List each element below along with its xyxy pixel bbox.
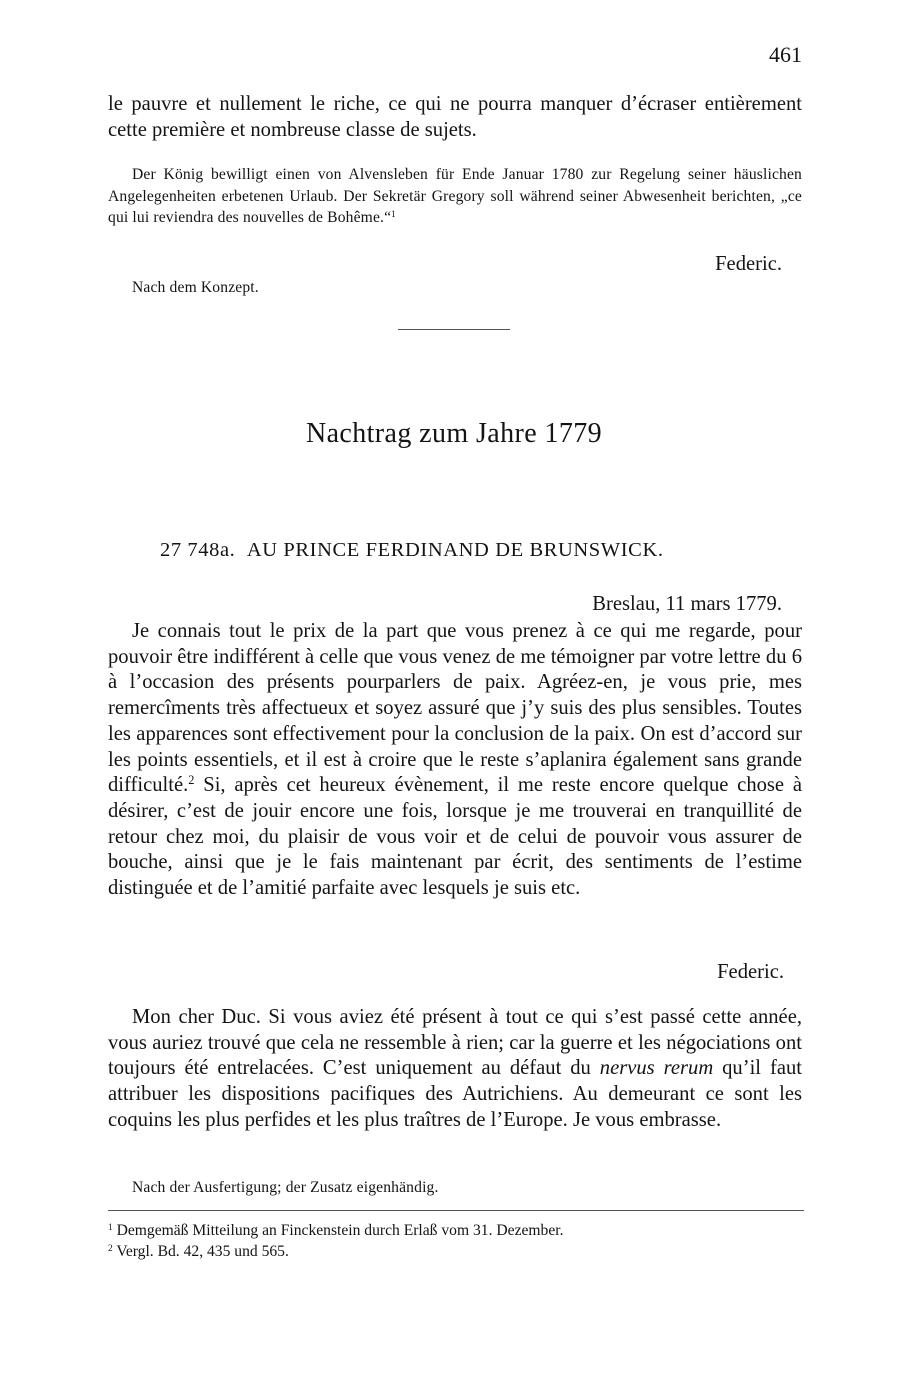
letter-place-date: Breslau, 11 mars 1779. [592, 593, 782, 615]
postscript-part1: Mon cher Duc. Si vous aviez été présent à tout ce qui s’est passé cette année, vous auriez trouvé que cela ne ressemble à rien; car la guerre et les négociations ont toujours été entrelacées. C’est uniquement au défaut du [108, 1006, 802, 1080]
note-source: Nach dem Konzept. [132, 279, 259, 296]
section-title: Nachtrag zum Jahre 1779 [305, 418, 603, 449]
footnote-mark-2: 2 [108, 1243, 113, 1254]
postscript-part2: qu’il faut attribuer les dispositions pacifiques des Autrichiens. Au demeurant ce sont les coquins les plus perfides et les plus traîtres de l’Europe. Je vous embrasse. [108, 1057, 802, 1131]
summary-note-text [108, 164, 802, 229]
footnotes [108, 1220, 802, 1262]
letter-body [108, 619, 802, 902]
letter-postscript-text [108, 1005, 802, 1134]
footnote-2-text: Vergl. Bd. 42, 435 und 565. [116, 1243, 289, 1260]
footnote-ref-1[interactable]: 1 [391, 209, 396, 220]
postscript-italic: nervus rerum [599, 1057, 714, 1080]
letter-recipient: AU PRINCE FERDINAND DE BRUNSWICK. [246, 539, 664, 561]
continuation-paragraph [108, 92, 802, 143]
letter-postscript [108, 1005, 802, 1134]
letter-heading [160, 539, 800, 562]
continuation-text: le pauvre et nullement le riche, ce qui ne pourra manquer d’écraser entièrement cette première et nombreuse classe de sujets. [108, 93, 802, 141]
letter-body-part2: Si, après cet heureux évènement, il me reste encore quelque chose à désirer, c’est de jouir encore une fois, lorsque je me trouverai en tranquillité de retour chez moi, du plaisir de vous voir et de celui de pouvoir vous assurer de bouche, ainsi que je le fais maintenant par écrit, des sentiments de l’estime distinguée et de l’amitié parfaite avec lesquels je suis etc. [108, 774, 802, 900]
letter-signature: Federic. [717, 961, 784, 983]
footnote-divider [108, 1210, 804, 1211]
summary-note [108, 164, 802, 229]
footnote-2 [108, 1241, 802, 1262]
section-divider [398, 329, 510, 330]
footnote-ref-2[interactable]: 2 [188, 773, 195, 788]
letter-number: 27 748a. [160, 539, 236, 561]
footnote-1 [108, 1220, 802, 1241]
letter-source: Nach der Ausfertigung; der Zusatz eigenhändig. [132, 1179, 439, 1196]
note-signature: Federic. [715, 253, 782, 275]
letter-body-text [108, 619, 802, 902]
summary-note-body: Der König bewilligt einen von Alvensleben für Ende Januar 1780 zur Regelung seiner häuslichen Angelegenheiten erbetenen Urlaub. Der Sekretär Gregory soll während seiner Abwesenheit berichten, „ce qui lui reviendra des nouvelles de Bohême.“ [108, 166, 802, 226]
letter-body-part1: Je connais tout le prix de la part que vous prenez à ce qui me regarde, pour pouvoir être indifférent à celle que vous venez de me témoigner par votre lettre du 6 à l’occasion des présents pourparlers de paix. Agréez-en, je vous prie, mes remercîments très affectueux et soyez assuré que j’y suis des plus sensibles. Toutes les apparences sont effectivement pour la conclusion de la paix. On est d’accord sur les points essentiels, et il est à croire que le reste s’aplanira également sans grande difficulté. [108, 620, 802, 797]
page-number: 461 [769, 42, 802, 67]
footnote-1-text: Demgemäß Mitteilung an Finckenstein durch Erlaß vom 31. Dezember. [116, 1222, 564, 1239]
footnote-mark-1: 1 [108, 1222, 113, 1233]
